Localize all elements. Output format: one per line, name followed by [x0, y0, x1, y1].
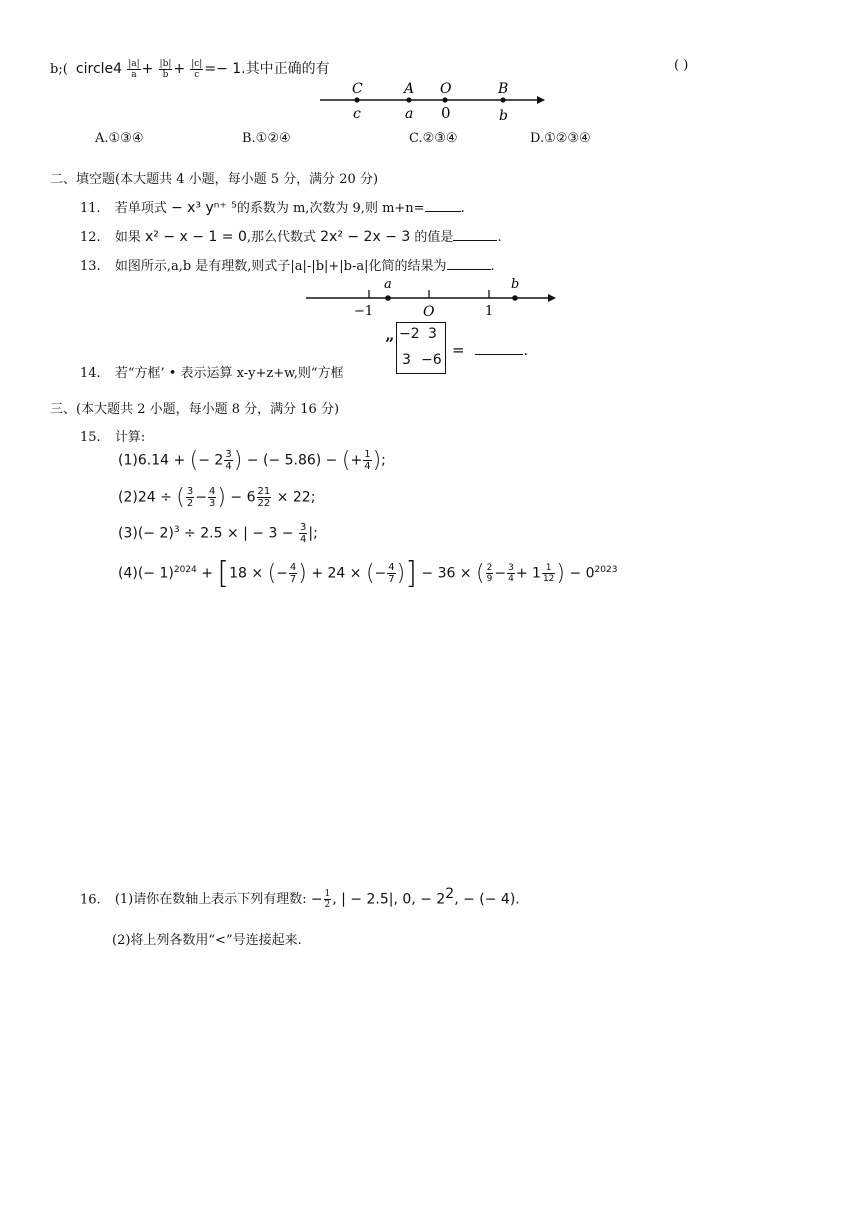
q13: 13. 如图所示,a,b 是有理数,则式子|a|-|b|+|b-a|化简的结果为 .	[80, 255, 495, 274]
section2-heading: 二、填空题(本大题共 4 小题，每小题 5 分，满分 20 分)	[50, 172, 379, 187]
q15-number: 15.	[80, 430, 101, 445]
q13-blank[interactable]	[447, 255, 491, 270]
q10-option-c: C.②③④	[409, 131, 458, 146]
q10-answer-paren: ( )	[674, 58, 689, 73]
q10-statement-tail: =− 1.其中正确的有	[204, 61, 330, 77]
point-a-letter: A	[404, 81, 415, 97]
matrix-cell-3: 3	[402, 352, 411, 368]
q15-title: 15. 计算:	[80, 430, 146, 445]
q15-part1: (1)6.14 + (− 2 $\frac{3}{4}$ ) − (− 5.86) − (+ $\frac{1}{4}$ );	[118, 448, 386, 473]
q13-number-line	[302, 276, 560, 320]
point-o-dot	[442, 97, 447, 102]
q14	[80, 362, 344, 381]
point-b-dot	[500, 97, 505, 102]
point-b-label: b	[511, 277, 520, 292]
q16-part1: 16. (1)请你在数轴上表示下列有理数: − $\frac{1}{2}$ , | − 2.5|, 0, − $2^2$, − (− 4).	[80, 886, 520, 911]
q10-option-a: A.①③④	[95, 131, 144, 146]
tick-minus-1-label: −1	[354, 304, 374, 319]
q11-expression: − x³ yⁿ⁺ ⁵	[170, 200, 237, 216]
q14-equals: = .	[452, 341, 529, 359]
point-a-label: a	[384, 277, 392, 292]
q14-blank[interactable]	[475, 340, 523, 355]
q13-number: 13.	[80, 259, 101, 274]
q11-number: 11.	[80, 201, 101, 216]
point-o-letter: O	[440, 81, 452, 97]
q10-frac-a: $\frac{|a|}{a}$	[128, 59, 140, 80]
q12-blank[interactable]	[453, 226, 497, 241]
section3-heading: 三、(本大题共 2 小题，每小题 8 分，满分 16 分)	[50, 402, 340, 417]
point-a-dot	[406, 97, 411, 102]
q10-circle-label: circle4	[75, 61, 123, 77]
matrix-cell-4: −6	[421, 352, 442, 368]
point-c-label: c	[353, 106, 361, 122]
q15-part4: $(4)(- 1)^{2024} + [18$ × (− $\frac{4}{7}$ ) + 24 × (− $\frac{4}{7}$ )] − 36 × ( $\frac{2}{9}$ − $\frac{3}{4}$ + 1 $\frac{1}{12}$ ) − $0^{2023}$	[118, 556, 618, 591]
q10-option-d: D.①②③④	[530, 131, 591, 146]
mixed-frac: $\frac{3}{4}$	[225, 449, 232, 472]
q12-expression-2: 2x² − 2x − 3	[320, 229, 411, 245]
point-b-letter: B	[498, 81, 509, 97]
q14-matrix-box	[396, 322, 446, 374]
q12-number: 12.	[80, 230, 101, 245]
q12-expression-1: x² − x − 1 = 0	[144, 229, 247, 245]
q15-part3: $(3)(- 2)^3 \div 2.5$ × | − 3 − $\frac{3}{4}$ |;	[118, 522, 318, 545]
q14-text: 若“方框’ • 表示运算 x-y+z+w,则“方框	[114, 366, 344, 381]
q16-number: 16.	[80, 892, 101, 908]
q11-blank[interactable]	[425, 197, 461, 212]
tick-zero-label: O	[423, 304, 435, 320]
point-b-label: b	[499, 108, 508, 124]
q16-part2: (2)将上列各数用“<”号连接起来.	[112, 933, 302, 948]
q14-number: 14.	[80, 366, 101, 381]
q12: 12. 如果 x² − x − 1 = 0,那么代数式 2x² − 2x − 3 的值是 .	[80, 226, 502, 245]
point-a-dot	[385, 295, 391, 301]
q10-number-line	[315, 78, 550, 124]
q15-part2: (2)24 ÷ ( $\frac{3}{2}$ − $\frac{4}{3}$ ) − 6 $\frac{21}{22}$ × 22;	[118, 485, 316, 510]
q10-frac-c: $\frac{|c|}{c}$	[191, 59, 203, 80]
q11: 11. 若单项式 − x³ yⁿ⁺ ⁵的系数为 m,次数为 9,则 m+n= .	[80, 197, 465, 216]
q10-frac-b: $\frac{|b|}{b}$	[159, 59, 172, 80]
point-b-dot	[512, 295, 518, 301]
axis-arrow	[548, 294, 556, 302]
point-o-label: 0	[441, 104, 451, 122]
matrix-cell-1: −2	[399, 326, 420, 342]
tick-one-label: 1	[485, 304, 494, 319]
point-c-dot	[354, 97, 359, 102]
q14-quote-mark: ”	[385, 334, 395, 353]
q10-line: b;( circle4 $\frac{|a|}{a}$ + $\frac{|b|}{b}$ + $\frac{|c|}{c}$ =− 1.其中正确的有	[50, 59, 330, 80]
point-a-label: a	[405, 106, 414, 122]
matrix-cell-2: 3	[428, 326, 437, 342]
q10-prefix: b;(	[50, 62, 68, 77]
point-c-letter: C	[352, 81, 363, 97]
axis-arrow	[537, 96, 545, 104]
q10-option-b: B.①②④	[242, 131, 291, 146]
